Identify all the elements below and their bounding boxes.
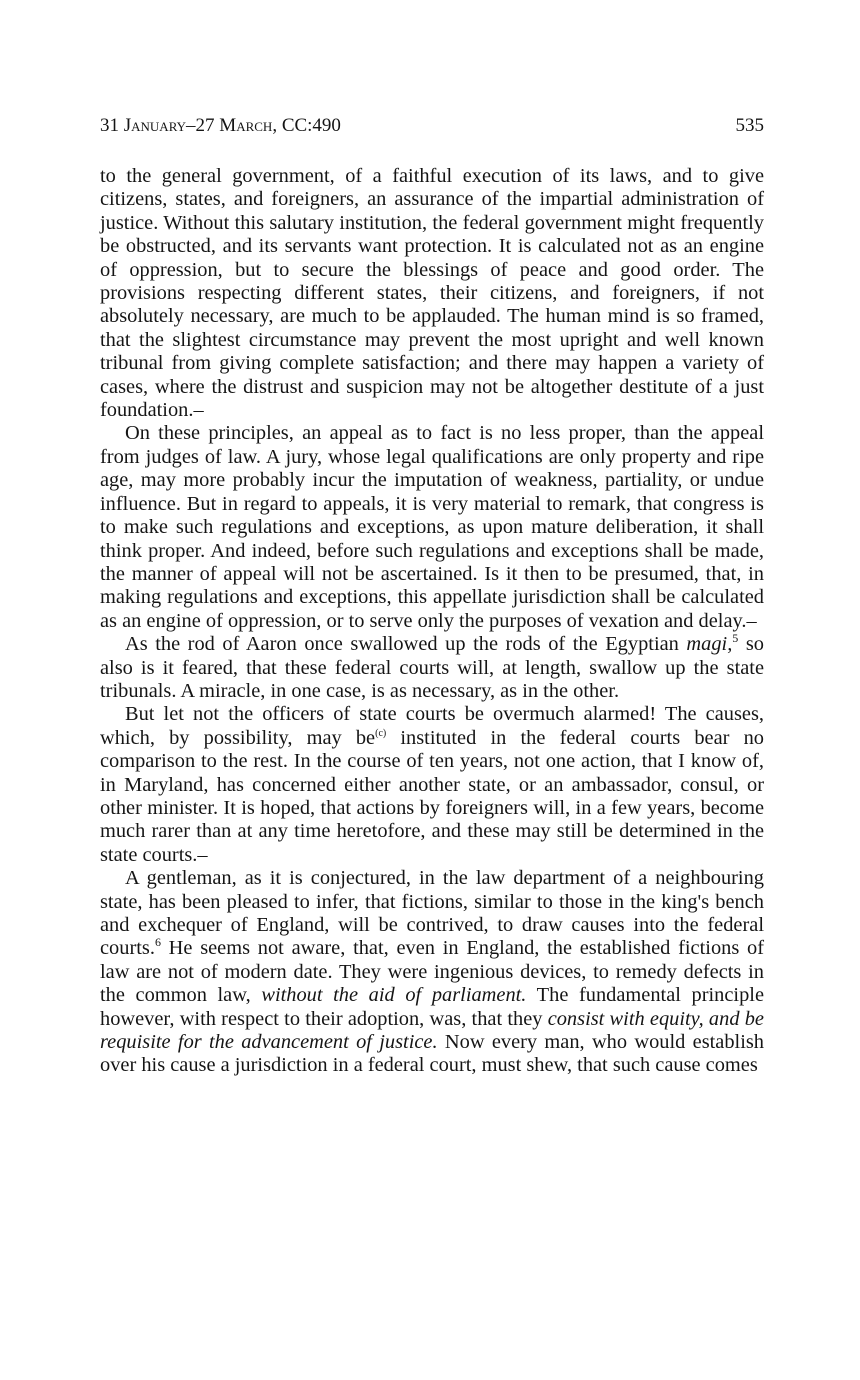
page-number: 535 — [735, 115, 764, 136]
paragraph-continuation: to the general government, of a faithful execution of its laws, and to give citizens, states, and foreigners, an assurance of the impartial administration of justice. Without this salutary institution, the federal government might frequently be obstructed, and its servants want protection. It is calculated not as an engine of oppression, but to secure the blessings of peace and good order. The provisions respecting different states, their citizens, and foreigners, if not absolutely necessary, are much to be applauded. The human mind is so framed, that the slightest circumstance may prevent the most upright and well known tribunal from giving complete satisfaction; and there may happen a variety of cases, where the distrust and suspicion may not be altogether destitute of a just foundation.– — [100, 165, 764, 422]
italic-magi: magi, — [686, 633, 733, 656]
paragraph-state-courts: But let not the officers of state courts be overmuch alarmed! The causes, which, by possibility, may be$^{(c)}$ instituted in the federal courts bear no comparison to the rest. In the course of ten years, not one action, that I know of, in Maryland, has concerned either another state, or an ambassador, consul, or other minister. It is hoped, that actions by foreigners will, in a few years, become much rarer than at any time heretofore, and these may still be determined in the state courts.– — [100, 703, 764, 866]
textual-note-marker-c: (c) — [375, 727, 387, 739]
italic-without-parliament: without the aid of parliament. — [261, 984, 527, 1007]
paragraph-rod-of-aaron: As the rod of Aaron once swallowed up the rods of the Egyptian magi,$^5$ so also is it feared, that these federal courts will, at length, swallow up the state tribunals. A miracle, in one case, is as necessary, as in the other. — [100, 631, 764, 702]
footnote-marker-5: 5 — [732, 631, 739, 646]
italic-equity-justice: consist with equity, and be requisite for the advancement of justice. — [100, 1007, 764, 1054]
paragraph-legal-fictions: A gentleman, as it is conjectured, in the law department of a neighbouring state, has been pleased to infer, that fictions, similar to those in the king's bench and exchequer of England, will be contrived, to draw causes into the federal courts.$^6$ He seems not aware, that, even in England, the established fictions of law are not of modern date. They were ingenious devices, to remedy defects in the common law, without the aid of parliament. The fundamental principle however, with respect to their adoption, was, that they consist with equity, and be requisite for the advancement of justice. Now every man, who would establish over his cause a jurisdiction in a federal court, must shew, that such cause comes — [100, 867, 764, 1077]
body-text — [100, 165, 764, 1078]
footnote-marker-6: 6 — [154, 935, 161, 950]
running-head-title: 31 January–27 March, CC:490 — [100, 115, 341, 136]
running-head — [100, 112, 764, 140]
paragraph-appeal-as-to-fact: On these principles, an appeal as to fact is no less proper, than the appeal from judges of law. A jury, whose legal qualifications are only property and ripe age, may more probably incur the imputation of weakness, partiality, or undue influence. But in regard to appeals, it is very material to remark, that congress is to make such regulations and exceptions, as upon mature deliberation, it shall think proper. And indeed, before such regulations and exceptions shall be made, the manner of appeal will not be ascertained. Is it then to be presumed, that, in making regulations and exceptions, this appellate jurisdiction shall be calculated as an engine of oppression, or to serve only the purposes of vexation and delay.– — [100, 422, 764, 632]
document-page — [100, 112, 764, 1078]
